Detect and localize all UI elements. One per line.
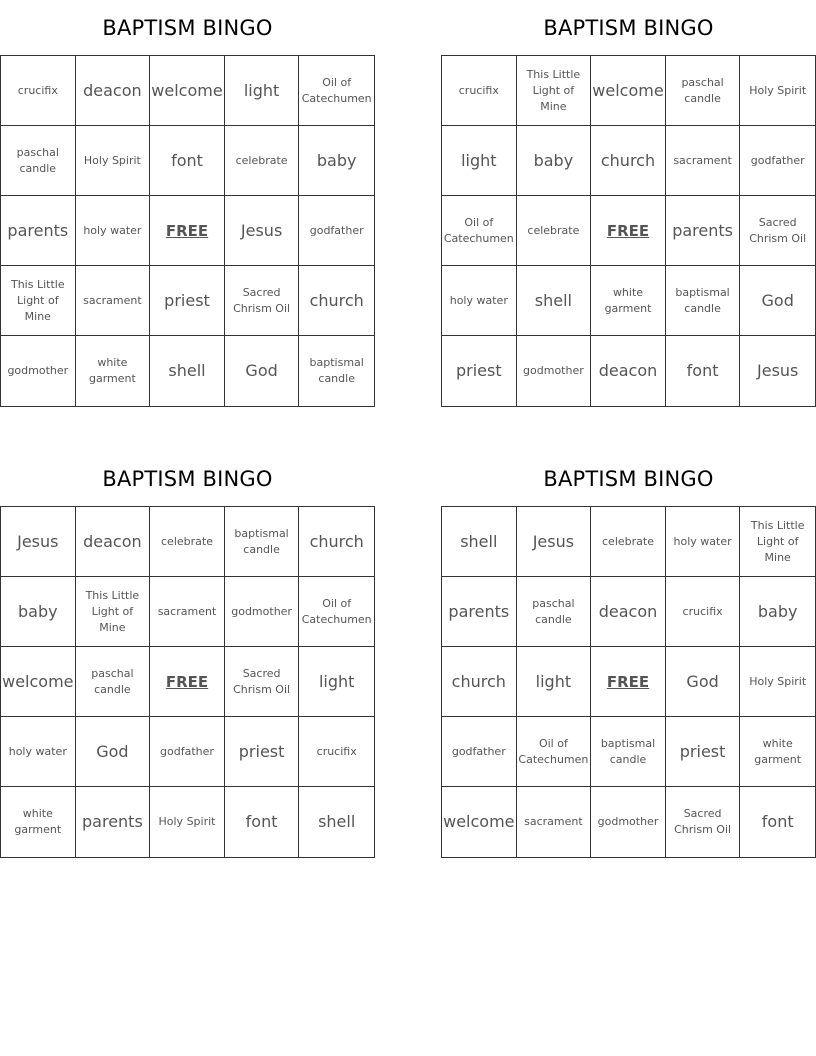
bingo-cell: church xyxy=(299,266,374,336)
bingo-cell: paschal candle xyxy=(666,56,741,126)
bingo-cell: godmother xyxy=(591,787,666,857)
bingo-cell: Jesus xyxy=(1,507,76,577)
bingo-cell: church xyxy=(591,126,666,196)
card-title: BAPTISM BINGO xyxy=(543,16,714,40)
bingo-cell: paschal candle xyxy=(76,647,151,717)
bingo-cell: Jesus xyxy=(517,507,592,577)
bingo-cell: church xyxy=(299,507,374,577)
bingo-cell: Oil of Catechumen xyxy=(442,196,517,266)
bingo-cell: This Little Light of Mine xyxy=(1,266,76,336)
bingo-cell: baby xyxy=(740,577,815,647)
bingo-cell: parents xyxy=(76,787,151,857)
bingo-grid xyxy=(0,506,375,858)
bingo-cell: parents xyxy=(666,196,741,266)
bingo-cell: light xyxy=(225,56,300,126)
bingo-cell: church xyxy=(442,647,517,717)
bingo-cell: Oil of Catechumen xyxy=(299,577,374,647)
bingo-cell: sacrament xyxy=(517,787,592,857)
bingo-card-3 xyxy=(0,451,375,858)
bingo-cell: welcome xyxy=(442,787,517,857)
bingo-cell: baby xyxy=(1,577,76,647)
bingo-grid xyxy=(0,55,375,407)
bingo-cell: sacrament xyxy=(150,577,225,647)
bingo-cell: welcome xyxy=(591,56,666,126)
bingo-cell: font xyxy=(761,812,794,831)
bingo-cell: Holy Spirit xyxy=(740,56,815,126)
bingo-cell: light xyxy=(299,647,374,717)
bingo-cell: Sacred Chrism Oil xyxy=(740,196,815,266)
bingo-cell: godfather xyxy=(442,717,517,787)
bingo-cell: baby xyxy=(517,126,592,196)
bingo-cell: godmother xyxy=(1,336,76,406)
bingo-cell: This Little Light of Mine xyxy=(740,507,815,577)
bingo-card-4 xyxy=(441,451,816,858)
bingo-cell: godfather xyxy=(150,717,225,787)
free-space: FREE xyxy=(150,647,225,717)
bingo-cell: priest xyxy=(225,717,300,787)
bingo-cell: white garment xyxy=(1,787,76,857)
bingo-cell: Oil of Catechumen xyxy=(299,56,374,126)
bingo-cell: crucifix xyxy=(299,717,374,787)
bingo-cell: Sacred Chrism Oil xyxy=(225,266,300,336)
bingo-cell: font xyxy=(225,787,300,857)
bingo-cell: deacon xyxy=(591,336,666,406)
bingo-cell: crucifix xyxy=(1,56,76,126)
bingo-cell: priest xyxy=(442,336,517,406)
bingo-cell: baptismal candle xyxy=(225,507,300,577)
bingo-cell: celebrate xyxy=(517,196,592,266)
bingo-cell: godfather xyxy=(299,196,374,266)
bingo-cell: parents xyxy=(1,196,76,266)
bingo-cell: This Little Light of Mine xyxy=(517,56,592,126)
bingo-cell: celebrate xyxy=(591,507,666,577)
bingo-cell: godmother xyxy=(517,336,592,406)
bingo-cell: Sacred Chrism Oil xyxy=(666,787,741,857)
bingo-cell: holy water xyxy=(1,717,76,787)
bingo-cell: white garment xyxy=(740,717,815,787)
bingo-cell: white garment xyxy=(76,336,151,406)
bingo-cell: deacon xyxy=(76,507,151,577)
bingo-cell: paschal candle xyxy=(517,577,592,647)
bingo-grid xyxy=(441,55,816,407)
bingo-cell: welcome xyxy=(150,56,225,126)
bingo-card-1 xyxy=(0,0,375,407)
bingo-cell: God xyxy=(666,647,741,717)
bingo-cell: Sacred Chrism Oil xyxy=(225,647,300,717)
bingo-cell: Jesus xyxy=(757,361,799,380)
bingo-cell: celebrate xyxy=(225,126,300,196)
card-title: BAPTISM BINGO xyxy=(102,16,273,40)
bingo-cell: godfather xyxy=(740,126,815,196)
bingo-cell: light xyxy=(442,126,517,196)
bingo-cell: shell xyxy=(150,336,225,406)
bingo-cell: godmother xyxy=(225,577,300,647)
bingo-cell: This Little Light of Mine xyxy=(76,577,151,647)
bingo-cell: shell xyxy=(517,266,592,336)
bingo-cell: light xyxy=(517,647,592,717)
bingo-cell: sacrament xyxy=(76,266,151,336)
bingo-cell: parents xyxy=(442,577,517,647)
bingo-cell: baptismal candle xyxy=(591,717,666,787)
bingo-cell: holy water xyxy=(442,266,517,336)
bingo-grid xyxy=(441,506,816,858)
bingo-cell: deacon xyxy=(76,56,151,126)
bingo-cell: shell xyxy=(318,812,356,831)
bingo-cell: welcome xyxy=(1,647,76,717)
bingo-cell: God xyxy=(740,266,815,336)
bingo-cell: celebrate xyxy=(150,507,225,577)
bingo-cell: crucifix xyxy=(666,577,741,647)
free-space: FREE xyxy=(591,196,666,266)
bingo-cell: shell xyxy=(442,507,517,577)
bingo-cell: Holy Spirit xyxy=(150,787,225,857)
bingo-cell: priest xyxy=(666,717,741,787)
bingo-cell: white garment xyxy=(591,266,666,336)
bingo-cell: holy water xyxy=(666,507,741,577)
bingo-cell: priest xyxy=(150,266,225,336)
bingo-cell: paschal candle xyxy=(1,126,76,196)
bingo-cell: font xyxy=(666,336,741,406)
bingo-card-2 xyxy=(441,0,816,407)
card-title: BAPTISM BINGO xyxy=(102,467,273,491)
bingo-cell: Jesus xyxy=(225,196,300,266)
bingo-cell: God xyxy=(225,336,300,406)
card-title: BAPTISM BINGO xyxy=(543,467,714,491)
free-space: FREE xyxy=(150,196,225,266)
bingo-cell: sacrament xyxy=(666,126,741,196)
bingo-cell: God xyxy=(76,717,151,787)
bingo-cell: font xyxy=(150,126,225,196)
bingo-cell: baby xyxy=(299,126,374,196)
bingo-cell: baptismal candle xyxy=(309,356,364,385)
bingo-cell: holy water xyxy=(76,196,151,266)
bingo-cell: Oil of Catechumen xyxy=(517,717,592,787)
bingo-cell: Holy Spirit xyxy=(740,647,815,717)
bingo-cell: crucifix xyxy=(442,56,517,126)
free-space: FREE xyxy=(591,647,666,717)
bingo-cell: Holy Spirit xyxy=(76,126,151,196)
bingo-cell: deacon xyxy=(591,577,666,647)
bingo-cell: baptismal candle xyxy=(666,266,741,336)
